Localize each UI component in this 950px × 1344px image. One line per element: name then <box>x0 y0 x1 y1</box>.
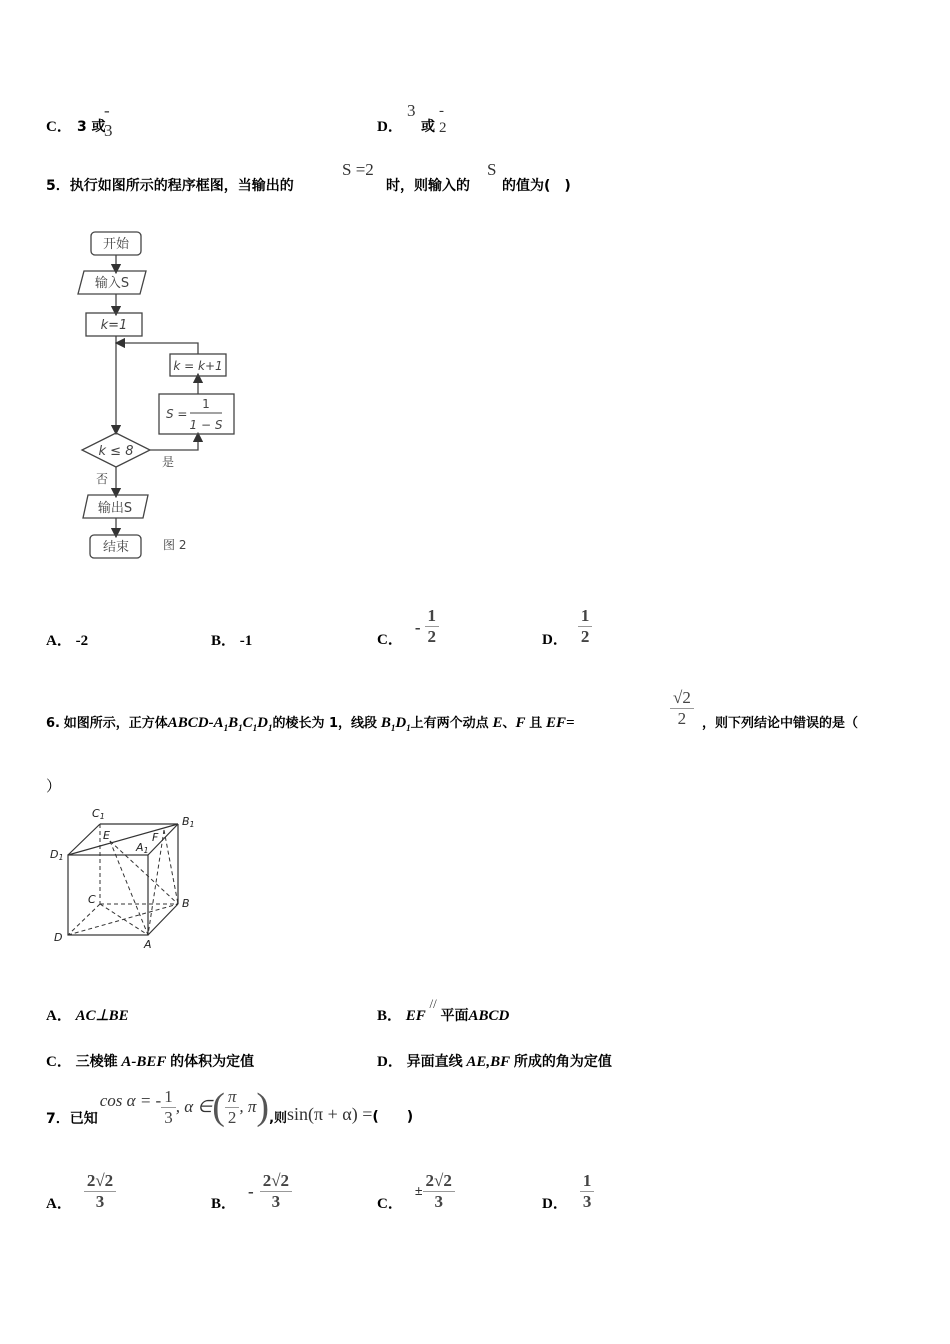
fraction-numerator: 2√2 <box>84 1171 116 1192</box>
option-text: 异面直线 <box>406 1054 463 1070</box>
option-label: D． <box>377 119 403 135</box>
cos-expression: cos α = - <box>99 1091 162 1110</box>
cube-name: ABCD-$A_1B_1C_1D_1$ <box>167 715 273 733</box>
svg-text:B: B <box>182 897 190 910</box>
option-text: 平面 <box>440 1008 469 1024</box>
svg-text:C1: C1 <box>92 807 105 821</box>
svg-text:A: A <box>144 938 152 951</box>
prev-option-c <box>46 101 113 140</box>
point-e: E <box>492 715 503 731</box>
fraction-numerator: 1 <box>425 606 440 627</box>
flow-assign-num: 1 <box>202 397 210 411</box>
question-text: 执行如图所示的程序框图，当输出的 <box>69 178 294 194</box>
option-fraction <box>423 1171 455 1212</box>
fraction-denominator: 3 <box>164 1107 173 1127</box>
q5-option-a[interactable] <box>46 629 88 650</box>
option-value: -2 <box>75 633 89 649</box>
q7-option-d[interactable] <box>542 1170 594 1213</box>
question-close-paren: ） <box>46 779 62 795</box>
flow-yes-label: 是 <box>162 455 175 469</box>
option-label: C． <box>46 119 72 135</box>
option-fraction <box>578 606 593 647</box>
flow-caption: 图 2 <box>163 538 187 552</box>
flow-assign-den: 1 − S <box>189 418 223 432</box>
fraction-denominator: 3 <box>271 1192 281 1211</box>
question-5-stem <box>46 175 294 195</box>
point-f: F <box>515 715 526 731</box>
separator: 、 <box>502 716 516 731</box>
option-math: EF <box>405 1008 426 1024</box>
fraction-numerator: √2 <box>670 688 694 709</box>
fraction-denominator: 3 <box>95 1192 105 1211</box>
question-text: ,则 <box>269 1110 288 1126</box>
option-sup: - 2 <box>439 103 447 136</box>
sin-expression: sin(π + α) = <box>287 1103 373 1124</box>
option-text: 的体积为定值 <box>170 1054 255 1070</box>
ef-fraction <box>670 688 694 729</box>
question-7-stem: 7． 已知 cos α = - $\frac{1}{3}$ , α ∈ ( $\frac{\pi}{2}$ , π ) ,则 sin(π + α) = ( ) <box>46 1086 414 1128</box>
option-math: AC⊥BE <box>75 1008 129 1024</box>
question-number: 5． <box>46 178 70 194</box>
option-label: C． <box>46 1054 72 1070</box>
question-6-stem <box>46 712 575 733</box>
option-text: 所成的角为定值 <box>513 1054 612 1070</box>
math-s: S <box>487 160 497 179</box>
fraction-numerator: 2√2 <box>260 1171 292 1192</box>
svg-text:E: E <box>103 829 110 842</box>
option-fraction <box>425 606 440 647</box>
q5-option-b[interactable] <box>211 629 252 650</box>
question-text-mid: 时，则输入的 <box>386 178 470 194</box>
parallel-symbol: // <box>429 996 437 1011</box>
flow-end-label: 结束 <box>102 540 130 555</box>
alpha-in: , α ∈ <box>175 1097 213 1116</box>
question-text: 已知 <box>69 1111 98 1127</box>
option-sign: ± <box>414 1183 423 1199</box>
option-label: C． <box>377 632 403 648</box>
math-s-equals-2: S =2 <box>342 160 374 179</box>
q6-option-a[interactable] <box>46 1004 129 1025</box>
option-text: 三棱锥 <box>75 1054 118 1070</box>
flow-increment-label: k = k+1 <box>173 359 223 373</box>
option-label: C． <box>377 1196 403 1212</box>
segment-name: $B_1D_1$ <box>380 715 411 733</box>
q6-option-c[interactable] <box>46 1050 254 1071</box>
svg-text:B1: B1 <box>182 815 195 829</box>
option-pre: 3 <box>407 101 416 120</box>
fraction-numerator: 2√2 <box>423 1171 455 1192</box>
question-number: 7． <box>46 1111 70 1127</box>
interval-end: , π <box>239 1097 257 1116</box>
option-label: A． <box>46 1008 72 1024</box>
fraction-denominator: 3 <box>582 1192 592 1211</box>
svg-text:F: F <box>152 831 159 844</box>
question-text: 的棱长为 1，线段 <box>272 716 378 731</box>
fraction-numerator: 1 <box>580 1171 595 1192</box>
flow-no-label: 否 <box>96 472 109 486</box>
option-label: A． <box>46 633 72 649</box>
fraction-denominator: 2 <box>227 1107 237 1127</box>
option-label: B． <box>211 633 237 649</box>
question-text: 上有两个动点 <box>410 716 489 731</box>
svg-text:D: D <box>54 931 63 944</box>
cos-fraction <box>161 1087 176 1128</box>
flowchart-figure <box>70 225 270 565</box>
option-fraction <box>84 1171 116 1212</box>
option-sup: - 3 <box>104 101 113 140</box>
flow-init-label: k=1 <box>100 318 128 333</box>
question-text: 且 <box>529 716 543 731</box>
q5-option-d[interactable] <box>542 604 592 649</box>
svg-text:C: C <box>88 893 96 906</box>
q7-option-c[interactable] <box>377 1170 455 1213</box>
prev-option-d <box>377 101 447 136</box>
option-value: -1 <box>239 633 253 649</box>
option-math: A-BEF <box>121 1054 167 1070</box>
question-number: 6. <box>46 716 60 731</box>
option-text: 或 <box>421 119 435 135</box>
answer-paren: ( ) <box>372 1109 414 1125</box>
svg-text:A1: A1 <box>136 841 149 855</box>
flow-start-label: 开始 <box>102 237 130 252</box>
fraction-denominator: 2 <box>580 627 590 646</box>
option-sign: - <box>248 1181 254 1201</box>
cube-figure <box>48 803 208 953</box>
pi-fraction <box>225 1087 240 1128</box>
fraction-numerator: 1 <box>578 606 593 627</box>
q7-option-b[interactable] <box>211 1170 292 1213</box>
fraction-denominator: 2 <box>427 627 437 646</box>
q5-option-c[interactable] <box>377 604 439 649</box>
option-text: 3 或 <box>76 119 106 135</box>
flow-input-label: 输入S <box>94 276 130 291</box>
fraction-numerator: π <box>225 1087 240 1108</box>
flow-condition-label: k ≤ 8 <box>98 444 134 459</box>
option-label: D． <box>377 1054 403 1070</box>
fraction-denominator: 2 <box>677 709 687 728</box>
q6-option-b[interactable] <box>377 996 510 1025</box>
question-text-end: ，则下列结论中错误的是（ <box>702 716 859 731</box>
option-label: A． <box>46 1196 72 1212</box>
question-text-after: 的值为( ) <box>502 178 571 194</box>
option-label: D． <box>542 632 568 648</box>
option-label: B． <box>211 1196 237 1212</box>
option-sign: - <box>414 617 421 637</box>
ef-equals: EF= <box>546 715 575 731</box>
flow-output-label: 输出S <box>97 501 133 516</box>
option-fraction <box>580 1171 595 1212</box>
q6-option-d[interactable] <box>377 1050 612 1071</box>
option-fraction <box>260 1171 292 1212</box>
fraction-numerator: 1 <box>161 1087 176 1108</box>
q7-option-a[interactable] <box>46 1170 116 1213</box>
flow-assign-lhs: S = <box>166 407 188 421</box>
fraction-denominator: 3 <box>434 1192 443 1211</box>
option-label: B． <box>377 1008 403 1024</box>
question-text: 如图所示，正方体 <box>63 716 168 731</box>
option-math: ABCD <box>468 1008 510 1024</box>
svg-text:D1: D1 <box>50 848 64 862</box>
option-label: D． <box>542 1196 568 1212</box>
option-math: AE,BF <box>466 1054 511 1070</box>
